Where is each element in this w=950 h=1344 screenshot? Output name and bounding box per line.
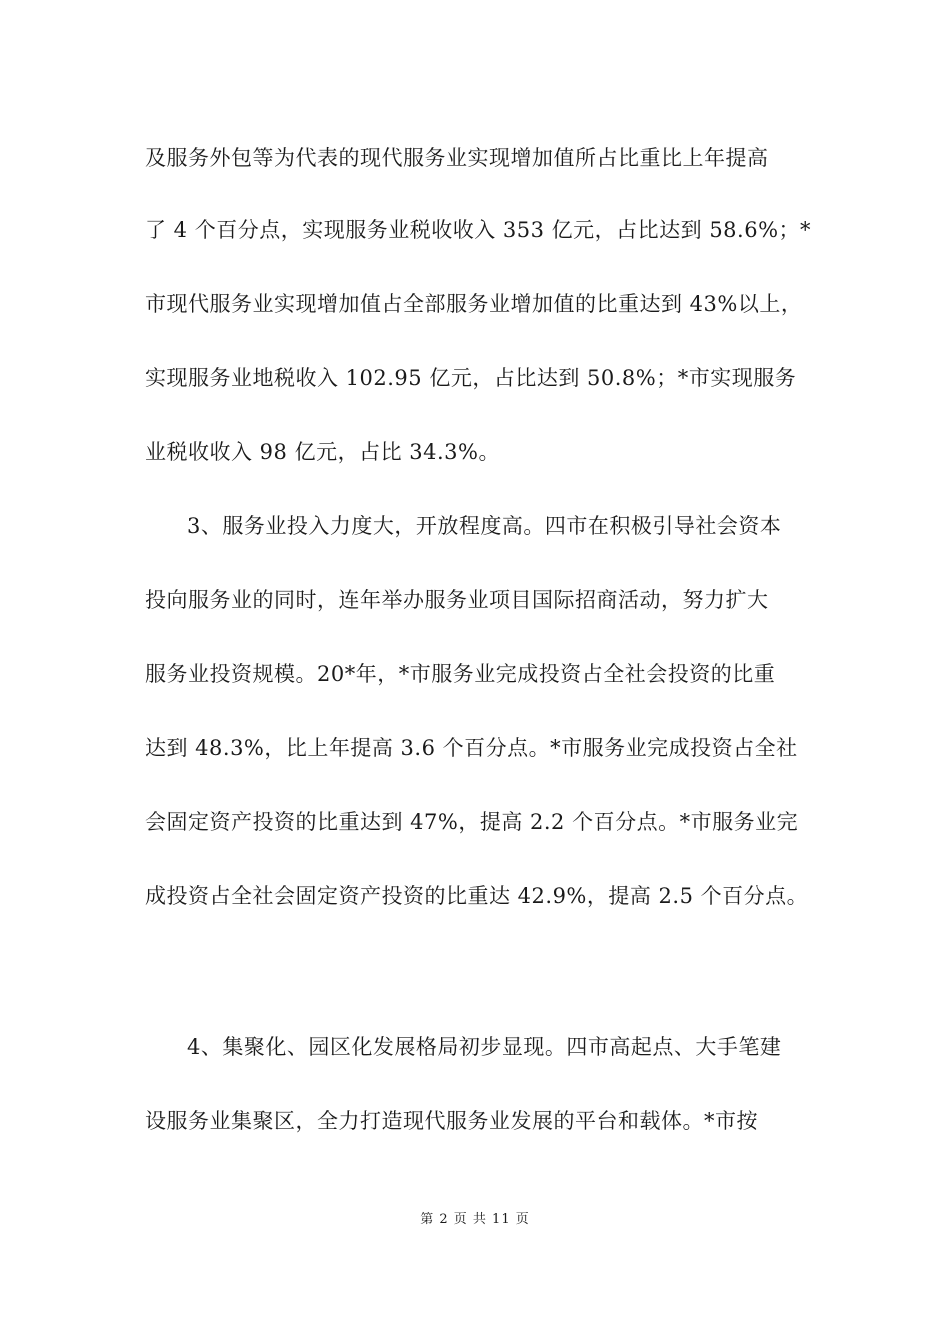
paragraph-1-line-3: 市现代服务业实现增加值占全部服务业增加值的比重达到 43%以上， xyxy=(145,292,803,316)
page-number-footer: 第 2 页 共 11 页 xyxy=(420,1212,530,1227)
paragraph-2-line-1: 3、服务业投入力度大，开放程度高。四市在积极引导社会资本 xyxy=(187,514,782,538)
paragraph-1-line-4: 实现服务业地税收入 102.95 亿元，占比达到 50.8%；*市实现服务 xyxy=(145,366,797,390)
paragraph-2-line-6: 成投资占全社会固定资产投资的比重达 42.9%，提高 2.5 个百分点。 xyxy=(145,884,809,908)
paragraph-1-line-5: 业税收收入 98 亿元，占比 34.3%。 xyxy=(145,440,500,464)
paragraph-3-line-2: 设服务业集聚区，全力打造现代服务业发展的平台和载体。*市按 xyxy=(145,1109,758,1133)
paragraph-1-line-2: 了 4 个百分点，实现服务业税收收入 353 亿元，占比达到 58.6%；* xyxy=(145,218,812,242)
paragraph-2-line-5: 会固定资产投资的比重达到 47%，提高 2.2 个百分点。*市服务业完 xyxy=(145,810,799,834)
paragraph-3-line-1: 4、集聚化、园区化发展格局初步显现。四市高起点、大手笔建 xyxy=(187,1035,782,1059)
paragraph-2-line-2: 投向服务业的同时，连年举办服务业项目国际招商活动，努力扩大 xyxy=(145,588,769,612)
paragraph-1-line-1: 及服务外包等为代表的现代服务业实现增加值所占比重比上年提高 xyxy=(145,146,769,170)
paragraph-2-line-4: 达到 48.3%，比上年提高 3.6 个百分点。*市服务业完成投资占全社 xyxy=(145,736,798,760)
paragraph-2-line-3: 服务业投资规模。20*年，*市服务业完成投资占全社会投资的比重 xyxy=(145,662,776,686)
